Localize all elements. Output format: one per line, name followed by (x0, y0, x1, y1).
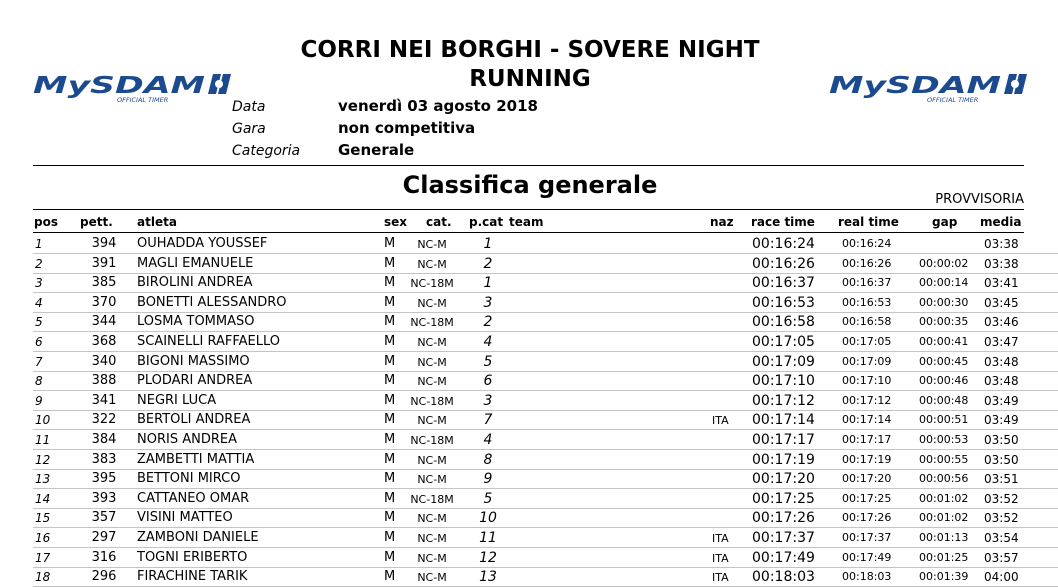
row-athlete: NEGRI LUCA (137, 392, 217, 408)
row-race-time: 00:17:14 (752, 412, 815, 429)
row-gap: 00:00:14 (919, 276, 969, 290)
row-pace: 03:51 (984, 472, 1019, 487)
row-category-position: 3 (483, 392, 493, 409)
row-pos: 17 (35, 550, 51, 565)
row-bib: 395 (91, 471, 117, 487)
row-pos: 7 (35, 354, 43, 369)
row-athlete: TOGNI ERIBERTO (137, 549, 248, 565)
row-pos: 5 (35, 315, 43, 330)
col-name: atleta (137, 215, 177, 229)
row-race-time: 00:16:24 (752, 236, 815, 252)
row-race-time: 00:17:49 (752, 549, 815, 566)
row-pos: 13 (35, 472, 51, 487)
row-pace: 03:38 (984, 256, 1019, 271)
row-category: NC-18M (410, 492, 454, 506)
row-category-position: 11 (479, 530, 497, 546)
row-sex: M (384, 471, 396, 487)
row-nation: ITA (712, 414, 729, 428)
mysdam-logo-icon (829, 72, 1029, 104)
row-race-time: 00:17:20 (752, 471, 815, 488)
row-race-time: 00:17:26 (752, 510, 815, 527)
row-category: NC-18M (410, 316, 454, 330)
row-category-position: 9 (483, 471, 493, 488)
table-row (0, 234, 1058, 254)
row-sex: M (384, 549, 396, 565)
row-race-time: 00:18:03 (752, 569, 815, 586)
row-category: NC-M (417, 571, 447, 585)
row-real-time: 00:16:58 (842, 315, 892, 329)
row-pace: 03:48 (984, 354, 1019, 369)
table-row (0, 567, 1058, 587)
row-category: NC-M (417, 532, 447, 545)
col-cat: cat. (426, 215, 452, 229)
row-pace: 03:48 (984, 374, 1019, 389)
row-real-time: 00:16:37 (842, 276, 892, 290)
row-athlete: MAGLI EMANUELE (137, 255, 254, 271)
table-row (0, 254, 1058, 274)
row-pos: 10 (35, 413, 51, 428)
row-real-time: 00:17:10 (842, 374, 892, 388)
table-row (0, 293, 1058, 313)
row-bib: 297 (91, 530, 117, 545)
row-athlete: BETTONI MIRCO (137, 471, 241, 487)
table-row (0, 430, 1058, 450)
row-pos: 12 (35, 452, 51, 467)
row-pos: 4 (35, 295, 43, 310)
row-gap: 00:01:39 (919, 570, 969, 584)
row-sex: M (384, 255, 396, 271)
mysdam-logo-right (829, 72, 1029, 104)
row-gap: 00:00:41 (919, 335, 969, 348)
row-athlete: OUHADDA YOUSSEF (137, 236, 268, 251)
row-pace: 03:49 (984, 393, 1019, 408)
row-category: NC-M (417, 551, 447, 565)
svg-text:MySDAM: MySDAM (33, 73, 206, 99)
row-real-time: 00:17:09 (842, 354, 892, 368)
table-row (0, 332, 1058, 352)
row-nation: ITA (712, 571, 729, 585)
row-race-time: 00:17:17 (752, 432, 815, 448)
event-title (250, 36, 810, 94)
col-pcat: p.cat (469, 215, 504, 229)
col-real: real time (838, 215, 899, 229)
row-sex: M (384, 451, 396, 467)
svg-text:OFFICIAL TIMER: OFFICIAL TIMER (117, 96, 169, 104)
row-pace: 03:52 (984, 511, 1019, 526)
section-title: Classifica generale (402, 171, 658, 199)
mysdam-logo-left (33, 72, 233, 104)
row-category: NC-M (417, 414, 447, 428)
row-sex: M (384, 334, 396, 349)
row-category: NC-18M (410, 277, 454, 291)
row-race-time: 00:16:53 (752, 294, 815, 311)
row-gap: 00:00:48 (919, 393, 969, 407)
row-bib: 394 (91, 236, 117, 251)
row-athlete: BONETTI ALESSANDRO (137, 294, 287, 310)
row-gap: 00:00:53 (919, 433, 969, 446)
mysdam-logo-icon (33, 72, 233, 104)
row-pace: 03:50 (984, 452, 1019, 467)
col-team: team (509, 215, 544, 229)
row-sex: M (384, 236, 396, 251)
row-real-time: 00:17:05 (842, 335, 892, 348)
gara-value: non competitiva (338, 119, 476, 137)
categoria-value: Generale (338, 141, 415, 159)
row-athlete: SCAINELLI RAFFAELLO (137, 334, 280, 349)
row-real-time: 00:18:03 (842, 570, 892, 584)
row-athlete: BIGONI MASSIMO (137, 353, 250, 369)
row-sex: M (384, 275, 396, 291)
row-pace: 03:47 (984, 335, 1019, 349)
row-category-position: 10 (479, 510, 497, 527)
col-pos: pos (34, 215, 58, 229)
row-real-time: 00:17:25 (842, 491, 892, 505)
row-gap: 00:00:51 (919, 413, 969, 427)
row-real-time: 00:17:14 (842, 413, 892, 427)
row-pos: 3 (35, 276, 43, 291)
row-category: NC-M (417, 336, 447, 349)
col-media: media (980, 215, 1022, 229)
row-race-time: 00:16:58 (752, 314, 815, 331)
table-top-divider (33, 209, 1024, 210)
row-nation: ITA (712, 532, 729, 545)
row-athlete: ZAMBETTI MATTIA (137, 451, 255, 467)
row-real-time: 00:16:26 (842, 256, 892, 270)
row-gap: 00:00:55 (919, 452, 969, 466)
row-pace: 03:45 (984, 295, 1019, 310)
row-pos: 8 (35, 374, 43, 389)
row-athlete: ZAMBONI DANIELE (137, 530, 259, 545)
row-pace: 03:52 (984, 491, 1019, 506)
row-pos: 15 (35, 511, 51, 526)
row-pace: 03:57 (984, 550, 1019, 565)
svg-text:MySDAM: MySDAM (829, 73, 1002, 99)
row-bib: 393 (91, 490, 117, 506)
row-pace: 04:00 (984, 570, 1019, 585)
row-race-time: 00:17:05 (752, 334, 815, 350)
row-category-position: 7 (483, 412, 493, 429)
row-bib: 385 (91, 275, 117, 291)
table-row (0, 548, 1058, 568)
row-race-time: 00:17:25 (752, 490, 815, 507)
row-race-time: 00:16:37 (752, 275, 815, 292)
row-pace: 03:41 (984, 276, 1019, 291)
table-row (0, 469, 1058, 489)
table-row (0, 528, 1058, 548)
row-race-time: 00:17:10 (752, 373, 815, 390)
row-bib: 344 (91, 314, 117, 330)
row-pace: 03:50 (984, 433, 1019, 447)
row-athlete: BERTOLI ANDREA (137, 412, 251, 428)
row-pos: 2 (35, 256, 43, 271)
row-category: NC-M (417, 257, 447, 271)
row-category: NC-M (417, 296, 447, 310)
row-gap: 00:00:30 (919, 295, 969, 309)
row-gap: 00:00:35 (919, 315, 969, 329)
row-pos: 9 (35, 393, 43, 408)
row-category-position: 5 (483, 490, 493, 507)
row-category-position: 1 (483, 236, 493, 252)
row-bib: 341 (91, 392, 117, 408)
row-gap: 00:00:46 (919, 374, 969, 388)
row-bib: 316 (91, 549, 117, 565)
row-category-position: 6 (483, 373, 493, 390)
row-category: NC-M (417, 473, 447, 487)
row-athlete: FIRACHINE TARIK (137, 569, 248, 585)
row-bib: 383 (91, 451, 117, 467)
col-race: race time (751, 215, 815, 229)
row-race-time: 00:16:26 (752, 255, 815, 272)
row-sex: M (384, 510, 396, 526)
row-bib: 370 (91, 294, 117, 310)
row-category-position: 2 (483, 255, 493, 272)
row-athlete: LOSMA TOMMASO (137, 314, 255, 330)
row-bib: 357 (91, 510, 117, 526)
row-pos: 1 (35, 237, 43, 251)
row-gap: 00:00:56 (919, 472, 969, 486)
row-bib: 296 (91, 569, 117, 585)
table-row (0, 352, 1058, 372)
row-real-time: 00:16:53 (842, 295, 892, 309)
row-sex: M (384, 530, 396, 545)
row-pos: 18 (35, 570, 51, 585)
row-gap: 00:00:02 (919, 256, 969, 270)
row-category: NC-M (417, 375, 447, 389)
row-real-time: 00:17:37 (842, 531, 892, 544)
row-gap: 00:01:13 (919, 531, 969, 544)
row-real-time: 00:17:49 (842, 550, 892, 564)
table-row (0, 410, 1058, 430)
row-real-time: 00:17:19 (842, 452, 892, 466)
row-pace: 03:46 (984, 315, 1019, 330)
row-category: NC-18M (410, 434, 454, 447)
row-category-position: 4 (483, 334, 493, 350)
row-pos: 14 (35, 491, 51, 506)
row-gap: 00:01:25 (919, 550, 969, 564)
row-pace: 03:54 (984, 531, 1019, 545)
row-sex: M (384, 373, 396, 389)
row-bib: 384 (91, 432, 117, 447)
row-real-time: 00:17:26 (842, 511, 892, 525)
row-bib: 391 (91, 255, 117, 271)
row-gap: 00:01:02 (919, 511, 969, 525)
status-label: PROVVISORIA (935, 192, 1024, 207)
row-bib: 388 (91, 373, 117, 389)
col-bib: pett. (80, 215, 113, 229)
svg-text:OFFICIAL TIMER: OFFICIAL TIMER (927, 96, 979, 104)
row-sex: M (384, 353, 396, 369)
categoria-label: Categoria (232, 143, 301, 159)
table-row (0, 312, 1058, 332)
header-divider (33, 165, 1024, 166)
row-gap: 00:00:45 (919, 354, 969, 368)
row-category: NC-M (417, 453, 447, 467)
event-title-line1: CORRI NEI BORGHI - SOVERE NIGHT (300, 37, 760, 63)
row-sex: M (384, 314, 396, 330)
row-category-position: 13 (479, 569, 497, 586)
row-real-time: 00:17:20 (842, 472, 892, 486)
row-category-position: 12 (479, 549, 497, 566)
row-athlete: PLODARI ANDREA (137, 373, 253, 389)
row-category-position: 5 (483, 353, 493, 370)
table-row (0, 489, 1058, 509)
data-label: Data (232, 99, 266, 115)
row-pos: 11 (35, 433, 51, 447)
row-category: NC-M (417, 355, 447, 369)
row-athlete: CATTANEO OMAR (137, 490, 250, 506)
row-race-time: 00:17:19 (752, 451, 815, 468)
row-gap: 00:01:02 (919, 491, 969, 505)
table-row (0, 391, 1058, 411)
row-sex: M (384, 392, 396, 408)
row-real-time: 00:16:24 (842, 237, 892, 250)
row-sex: M (384, 569, 396, 585)
row-athlete: BIROLINI ANDREA (137, 275, 253, 291)
row-pace: 03:38 (984, 237, 1019, 251)
row-bib: 322 (91, 412, 117, 428)
table-row (0, 450, 1058, 470)
row-pos: 16 (35, 531, 51, 545)
row-real-time: 00:17:12 (842, 393, 892, 407)
row-category: NC-M (417, 238, 447, 251)
row-sex: M (384, 294, 396, 310)
row-category-position: 4 (483, 432, 493, 448)
row-race-time: 00:17:37 (752, 530, 815, 546)
table-row (0, 508, 1058, 528)
col-naz: naz (710, 215, 734, 229)
row-category-position: 8 (483, 451, 493, 468)
event-title-line2: RUNNING (469, 66, 591, 92)
gara-label: Gara (232, 121, 266, 137)
row-category: NC-18M (410, 394, 454, 408)
table-header-divider (33, 232, 1024, 233)
table-row (0, 371, 1058, 391)
col-gap: gap (932, 215, 958, 229)
row-athlete: NORIS ANDREA (137, 432, 237, 447)
row-pace: 03:49 (984, 413, 1019, 428)
row-category: NC-M (417, 512, 447, 526)
data-value: venerdì 03 agosto 2018 (338, 97, 538, 115)
row-category-position: 1 (483, 275, 493, 292)
row-bib: 340 (91, 353, 117, 369)
row-sex: M (384, 490, 396, 506)
table-row (0, 273, 1058, 293)
row-category-position: 2 (483, 314, 493, 331)
row-race-time: 00:17:09 (752, 353, 815, 370)
row-sex: M (384, 432, 396, 447)
row-bib: 368 (91, 334, 117, 349)
row-category-position: 3 (483, 294, 493, 311)
row-nation: ITA (712, 551, 729, 565)
row-athlete: VISINI MATTEO (137, 510, 233, 526)
row-real-time: 00:17:17 (842, 433, 892, 446)
row-pos: 6 (35, 335, 43, 349)
row-sex: M (384, 412, 396, 428)
row-race-time: 00:17:12 (752, 392, 815, 409)
col-sex: sex (384, 215, 408, 229)
